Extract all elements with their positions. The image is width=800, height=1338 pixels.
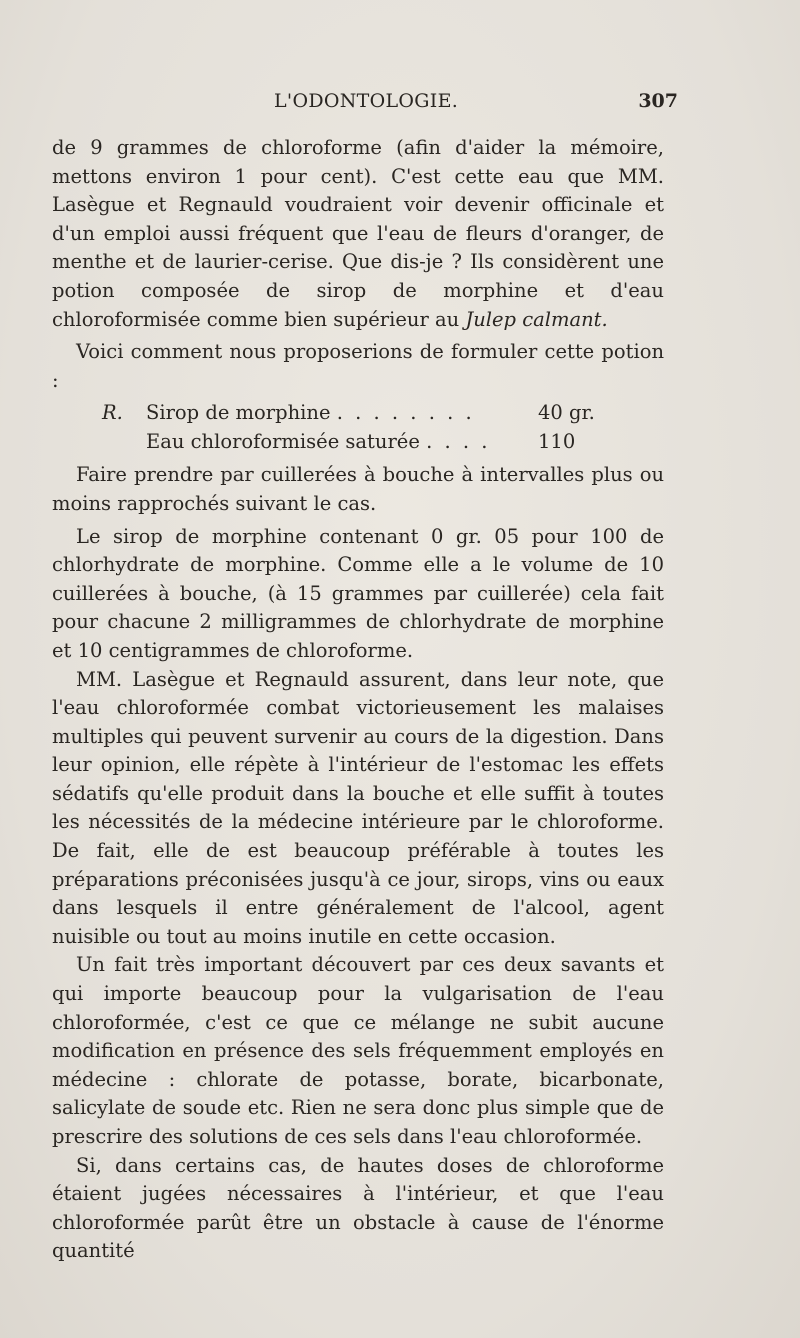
paragraph: Le sirop de morphine contenant 0 gr. 05 pour 100 de chlorhydrate de morphine. Comme elle a le volume de 10 cuillerées à bouche, (à 15 grammes par cuillerée) cela fait pour chacune 2 milligrammes de chlorhydrate de morphine et 10 centigrammes de chloroforme. [52, 524, 664, 662]
paragraph: Si, dans certains cas, de hautes doses de chloroforme étaient jugées nécessaires à l'intérieur, et que l'eau chloroformée parût être un obstacle à cause de l'énorme quantité [52, 1153, 664, 1263]
page-header [52, 90, 678, 120]
julep-phrase: Julep calmant. [465, 307, 608, 331]
paragraph: Faire prendre par cuillerées à bouche à intervalles plus ou moins rapprochés suivant le cas. [52, 463, 664, 515]
recipe-item: Eau chloroformisée saturée . . . . [146, 430, 491, 454]
recipe-dots: . . . . . . . . [336, 401, 475, 425]
paragraph: MM. Lasègue et Regnauld assurent, dans leur note, que l'eau chloroformée combat victorieusement les malaises multiples qui peuvent survenir au cours de la digestion. Dans leur opinion, elle répète à l'intérieur de l'estomac les effets sédatifs qu'elle produit dans la bouche et elle suffit à toutes les nécessités de la médecine intérieure par le chloroforme. De fait, elle de est beaucoup préférable à toutes les préparations préconisées jusqu'à ce jour, sirops, vins ou eaux dans lesquels il entre généralement de l'alcool, agent nuisible ou tout au moins inutile en cette occasion. [52, 667, 664, 948]
recipe-symbol: R. [102, 401, 123, 425]
recipe-item: Sirop de morphine . . . . . . . . [146, 401, 475, 425]
recipe-quantity: 110 [538, 430, 576, 454]
paragraph: Voici comment nous proposerions de formuler cette potion : [52, 340, 664, 392]
paragraph: de 9 grammes de chloroforme (afin d'aider la mémoire, mettons environ 1 pour cent). C'est cette eau que MM. Lasègue et Regnauld voudraient voir devenir officinale et d'un emploi aussi fréquent que l'eau de fleurs d'oranger, de menthe et de laurier-cerise. Que dis-je ? Ils considèrent une potion composée de sirop de morphine et d'eau chloroformisée comme bien supérieur au Julep calmant. [52, 136, 664, 331]
recipe-line [52, 399, 664, 428]
recipe-dots: . . . . [426, 430, 491, 454]
recipe-quantity: 40 gr. [538, 401, 595, 425]
paragraph: Un fait très important découvert par ces deux savants et qui importe beaucoup pour la vulgarisation de l'eau chloroformée, c'est ce que ce mélange ne subit aucune modification en présence des sels fréquemment employés en médecine : chlorate de potasse, borate, bicarbonate, salicylate de soude etc. Rien ne sera donc plus simple que de prescrire des solutions de ces sels dans l'eau chloroformée. [52, 953, 664, 1148]
recipe-formula [52, 399, 664, 457]
page-number: 307 [638, 90, 678, 112]
running-title: L'ODONTOLOGIE. [274, 90, 459, 112]
recipe-line [52, 428, 664, 457]
page-body [52, 134, 664, 1266]
